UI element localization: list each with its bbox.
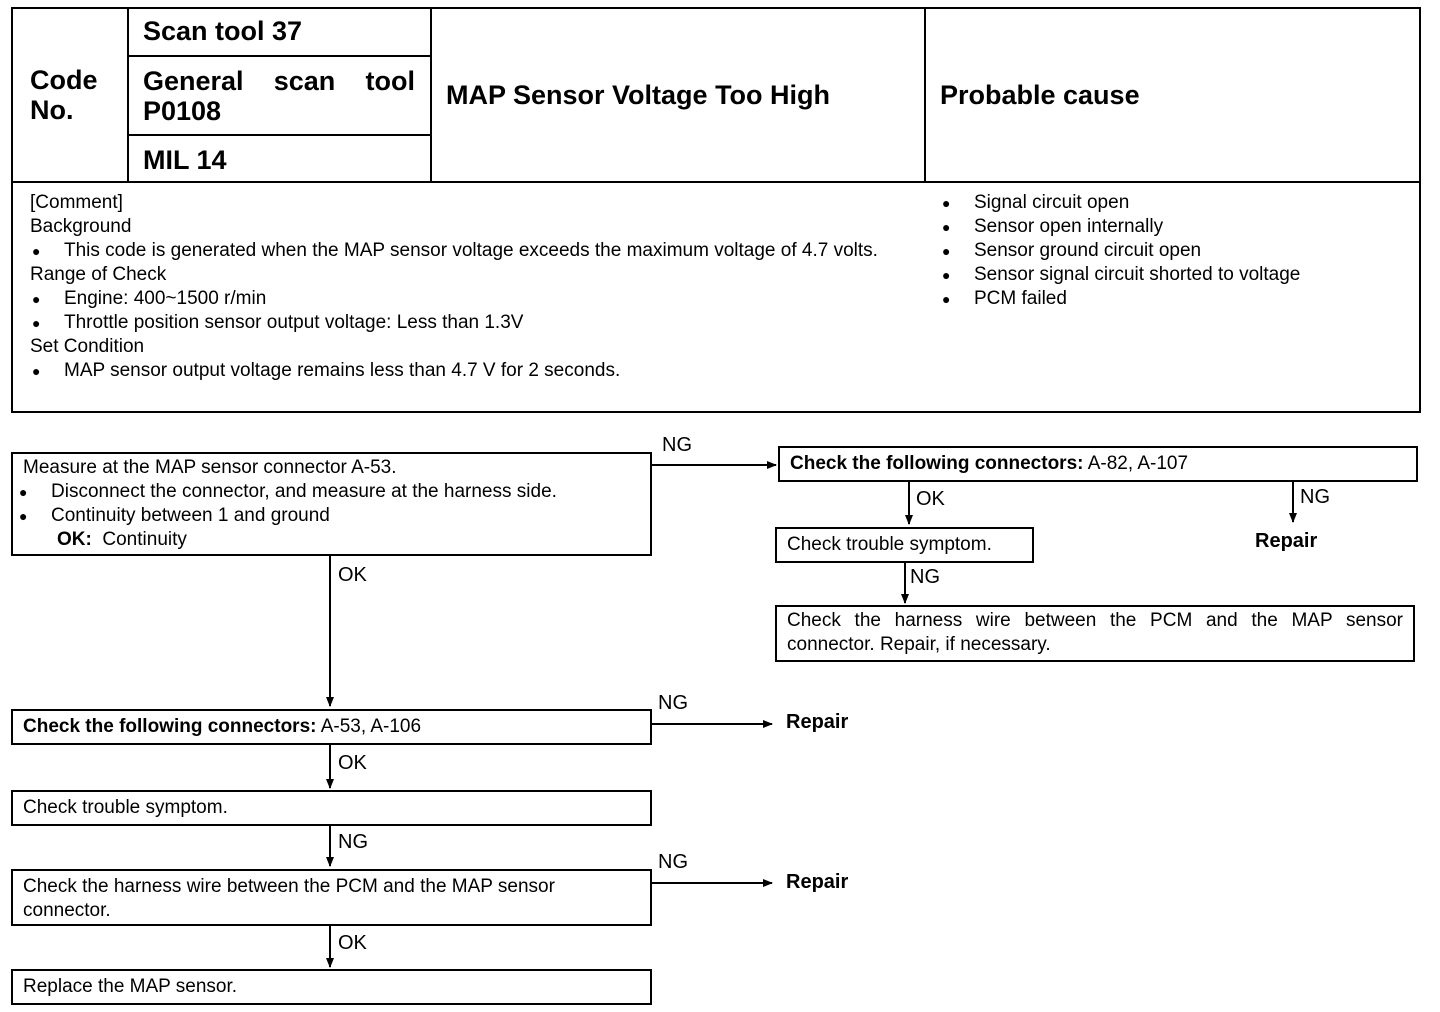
mil-label: MIL 14 [143,145,227,175]
right-check-connectors [778,446,1418,482]
page-title: MAP Sensor Voltage Too High [446,80,831,110]
set-condition-heading: Set Condition [30,336,145,357]
cause-item: ● Signal circuit open [940,191,1410,215]
right-check-harness [775,605,1415,662]
step-check-harness [11,869,652,926]
repair-label: Repair [786,871,849,893]
ok-label: OK [916,488,945,510]
cause-item: ● Sensor ground circuit open [940,239,1410,263]
step-check-symptom [11,790,652,826]
ng-label: NG [910,566,940,588]
background-heading: Background [30,216,132,237]
ng-label: NG [338,831,368,853]
step-measure-ok [23,528,640,552]
code-no-label: Code No. [30,65,98,125]
right-check-connectors-label: Check the following connectors: [790,453,1084,474]
ng-label: NG [1300,486,1330,508]
repair-label: Repair [786,711,849,733]
step-check-connectors [11,709,652,745]
step-check-symptom-text: Check trouble symptom. [23,797,228,818]
step-replace-sensor-text: Replace the MAP sensor. [23,976,238,997]
right-check-symptom [775,527,1034,563]
ng-label: NG [658,692,688,714]
set-condition-item: ● MAP sensor output voltage remains less than 4.7 V for 2 seconds. [30,359,910,383]
ok-criteria-label: OK: [57,529,92,550]
ok-label: OK [338,752,367,774]
cause-item: ● Sensor open internally [940,215,1410,239]
step-check-harness-text: Check the harness wire between the PCM and the MAP sensor connector. [23,876,555,921]
ok-criteria-value: Continuity [102,529,187,550]
range-item: ● Throttle position sensor output voltage: Less than 1.3V [30,311,910,335]
range-item: ● Engine: 400~1500 r/min [30,287,910,311]
comment-tag: [Comment] [30,192,123,213]
ng-label: NG [662,434,692,456]
probable-cause-heading: Probable cause [940,80,1140,110]
ng-label: NG [658,851,688,873]
cause-item: ● Sensor signal circuit shorted to voltage [940,263,1410,287]
step-replace-sensor [11,969,652,1005]
cause-item: ● PCM failed [940,287,1410,311]
step-check-connectors-label: Check the following connectors: [23,716,317,737]
right-check-symptom-text: Check trouble symptom. [787,534,992,555]
step-measure-item: ● Continuity between 1 and ground [17,504,640,528]
range-heading: Range of Check [30,264,167,285]
step-measure-item: ● Disconnect the connector, and measure at the harness side. [17,480,640,504]
repair-label: Repair [1255,530,1318,552]
right-check-connectors-list: A-82, A-107 [1083,453,1189,474]
ok-label: OK [338,564,367,586]
right-check-harness-text: Check the harness wire between the PCM and the MAP sensor connector. Repair, if necessary. [787,610,1403,655]
step-measure-title: Measure at the MAP sensor connector A-53. [23,457,397,478]
step-check-connectors-list: A-53, A-106 [316,716,422,737]
general-scan-tool-label: General scan tool P0108 [143,66,415,126]
step-measure-connector [11,452,652,556]
scan-tool-label: Scan tool 37 [143,16,303,46]
background-item: ● This code is generated when the MAP sensor voltage exceeds the maximum voltage of 4.7 volts. [30,239,910,263]
ok-label: OK [338,932,367,954]
